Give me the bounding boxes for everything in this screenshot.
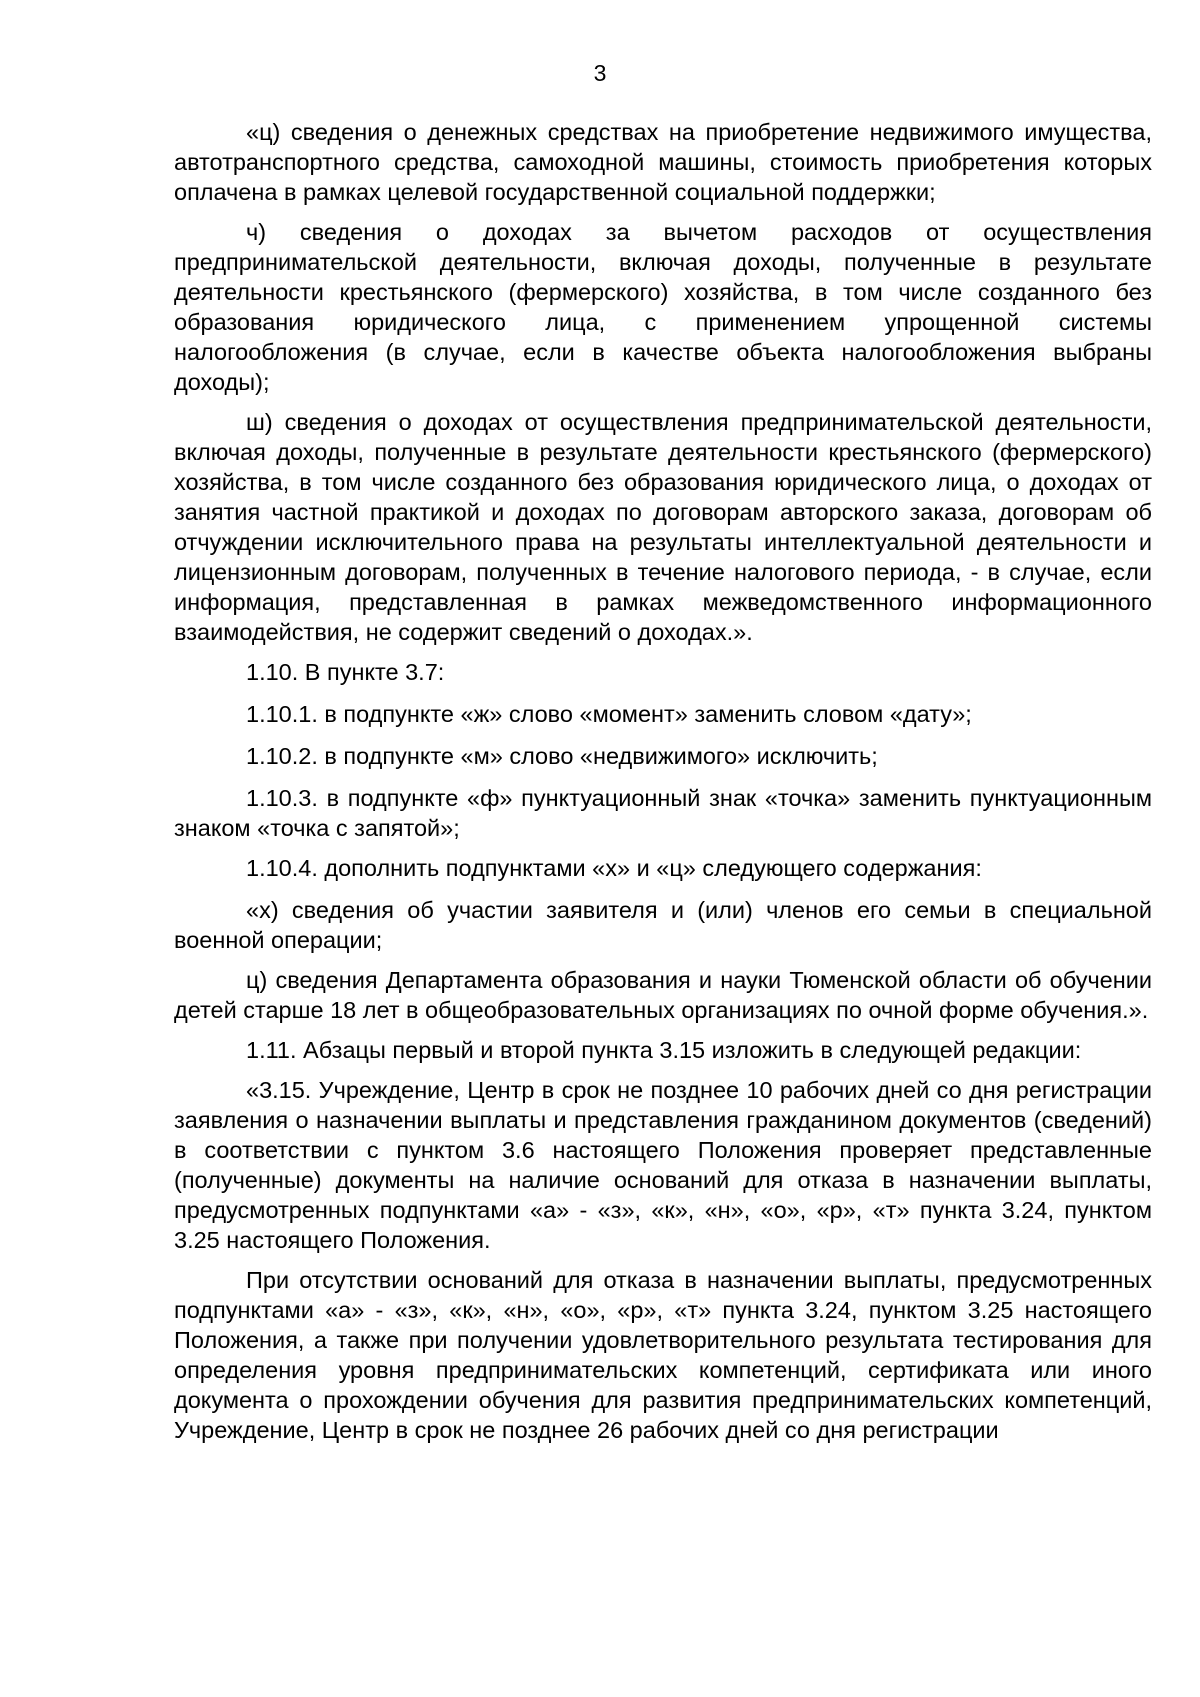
paragraph-kh: «х) сведения об участии заявителя и (или) членов его семьи в специальной военной операции; (174, 897, 1152, 953)
paragraph-3-15: «3.15. Учреждение, Центр в срок не позднее 10 рабочих дней со дня регистрации заявления о назначении выплаты и представления гражданином документов (сведений) в соответствии с пунктом 3.6 настоящего Положения проверяет представленные (полученные) документы на наличие оснований для отказа в назначении выплаты, предусмотренных подпунктами «а» - «з», «к», «н», «о», «р», «т» пункта 3.24, пунктом 3.25 настоящего Положения. (174, 1077, 1152, 1253)
document-body (174, 117, 1152, 1455)
paragraph-1-11: 1.11. Абзацы первый и второй пункта 3.15 изложить в следующей редакции: (246, 1037, 1082, 1063)
paragraph-1-10-1: 1.10.1. в подпункте «ж» слово «момент» заменить словом «дату»; (246, 701, 972, 727)
paragraph-ch: ч) сведения о доходах за вычетом расходов от осуществления предпринимательской деятельности, включая доходы, полученные в результате деятельности крестьянского (фермерского) хозяйства, в том числе созданного без образования юридического лица, с применением упрощенной системы налогообложения (в случае, если в качестве объекта налогообложения выбраны доходы); (174, 219, 1152, 395)
page-number: 3 (593, 60, 607, 86)
paragraph-1-10-3: 1.10.3. в подпункте «ф» пунктуационный знак «точка» заменить пунктуационным знаком «точка с запятой»; (174, 785, 1152, 841)
paragraph-ts-2: ц) сведения Департамента образования и науки Тюменской области об обучении детей старше 18 лет в общеобразовательных организациях по очной форме обучения.». (174, 967, 1152, 1023)
paragraph-sh: ш) сведения о доходах от осуществления предпринимательской деятельности, включая доходы, полученные в результате деятельности крестьянского (фермерского) хозяйства, в том числе созданного без образования юридического лица, о доходах от занятия частной практикой и доходах по договорам авторского заказа, договорам об отчуждении исключительного права на результаты интеллектуальной деятельности и лицензионным договорам, полученных в течение налогового периода, - в случае, если информация, представленная в рамках межведомственного информационного взаимодействия, не содержит сведений о доходах.». (174, 409, 1152, 645)
paragraph-ts: «ц) сведения о денежных средствах на приобретение недвижимого имущества, автотранспортного средства, самоходной машины, стоимость приобретения которых оплачена в рамках целевой государственной социальной поддержки; (174, 119, 1152, 205)
paragraph-1-10-4: 1.10.4. дополнить подпунктами «х» и «ц» следующего содержания: (246, 855, 982, 881)
paragraph-1-10-2: 1.10.2. в подпункте «м» слово «недвижимого» исключить; (246, 743, 878, 769)
paragraph-3-15-second: При отсутствии оснований для отказа в назначении выплаты, предусмотренных подпунктами «а» - «з», «к», «н», «о», «р», «т» пункта 3.24, пунктом 3.25 настоящего Положения, а также при получении удовлетворительного результата тестирования для определения уровня предпринимательских компетенций, сертификата или иного документа о прохождении обучения для развития предпринимательских компетенций, Учреждение, Центр в срок не позднее 26 рабочих дней со дня регистрации (174, 1267, 1152, 1443)
paragraph-1-10: 1.10. В пункте 3.7: (246, 659, 445, 685)
